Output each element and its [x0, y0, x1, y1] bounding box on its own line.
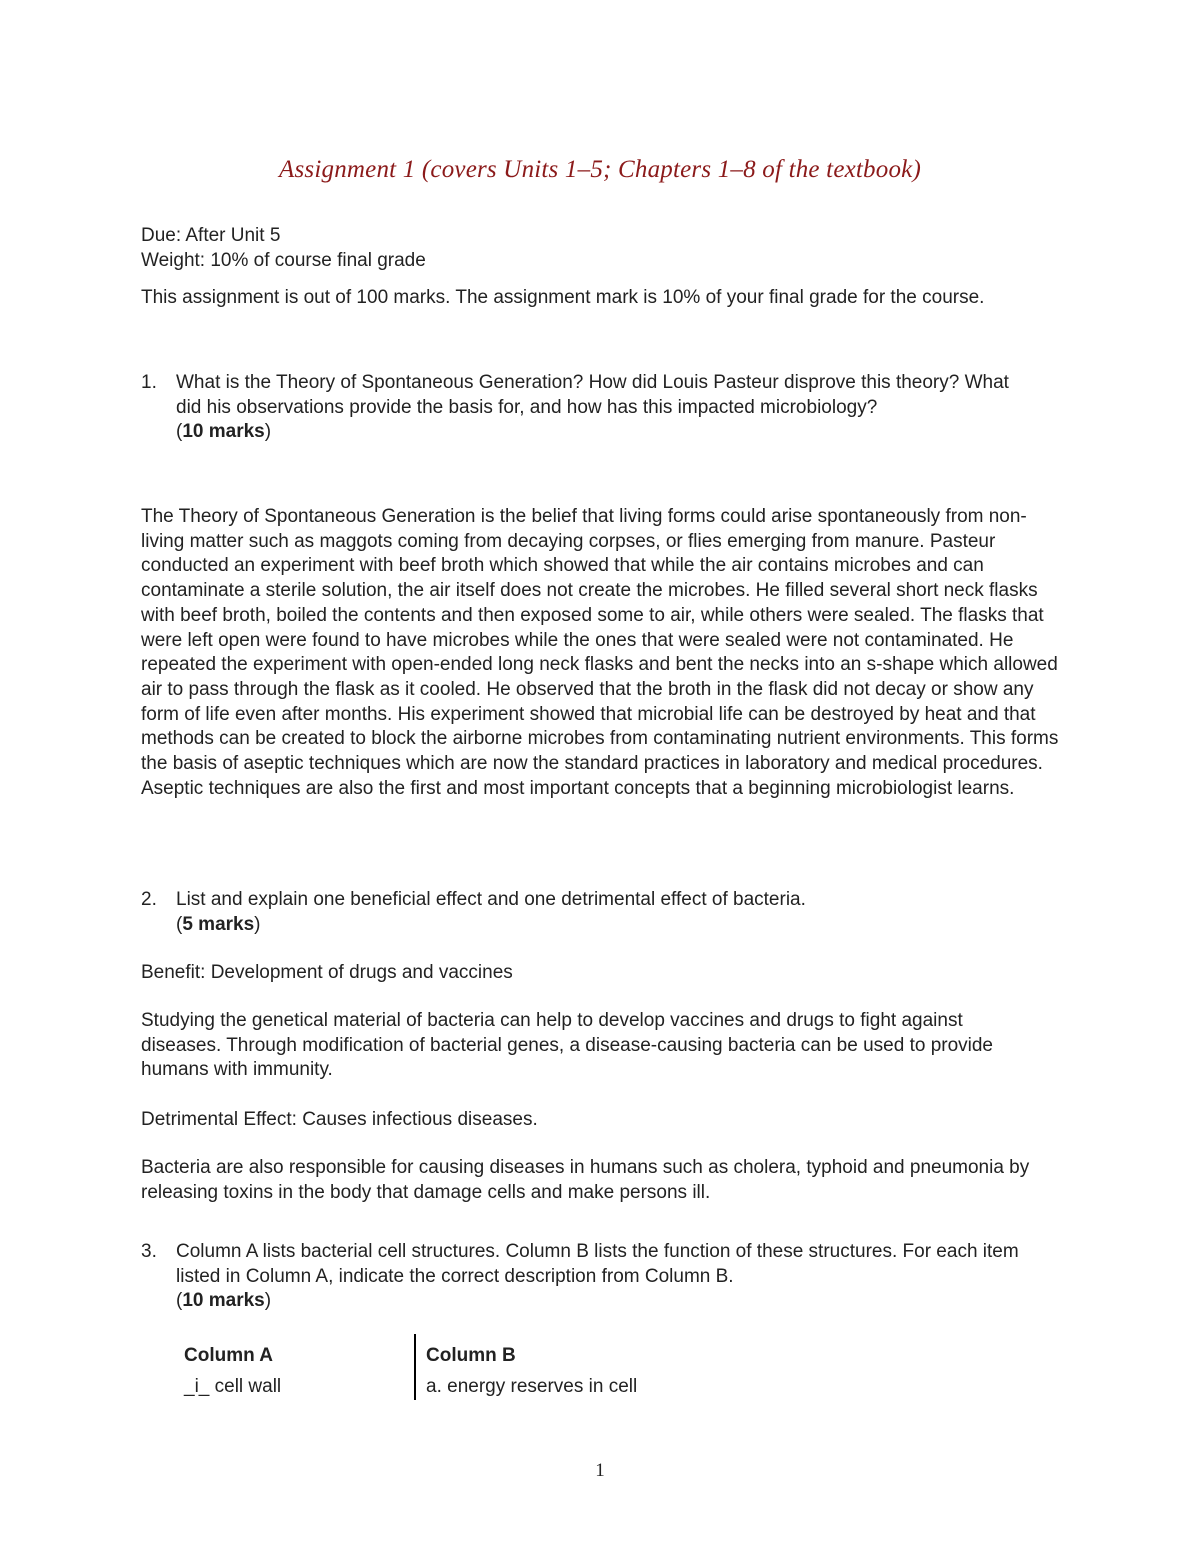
column-a-header: Column A	[184, 1345, 274, 1366]
question-1-answer: The Theory of Spontaneous Generation is the belief that living forms could arise spontaneously from non-living matter such as maggots coming from decaying corpses, or flies emerging from manure. Pasteur conducted an experiment with beef broth which showed that while the air contains microbes and can contaminate a sterile solution, the air itself does not create the microbes. He filled several short neck flasks with beef broth, boiled the contents and then exposed some to air, while others were sealed. The flasks that were left open were found to have microbes while the ones that were sealed were not contaminated. He repeated the experiment with open-ended long neck flasks and bent the necks into an s-shape which allowed air to pass through the flask as it cooled. He observed that the broth in the flask did not decay or show any form of life even after months. His experiment showed that microbial life can be destroyed by heat and that methods can be created to block the airborne microbes from contaminating nutrient environments. This forms the basis of aseptic techniques which are now the standard practices in laboratory and medical procedures. Aseptic techniques are also the first and most important concepts that a beginning microbiologist learns.	[141, 506, 1059, 799]
assignment-title: Assignment 1 (covers Units 1–5; Chapters 1–8 of the textbook)	[279, 156, 921, 183]
question-3	[141, 1240, 1051, 1314]
detriment-text: Bacteria are also responsible for causing diseases in humans such as cholera, typhoid and pneumonia by releasing toxins in the body that damage cells and make persons ill.	[141, 1157, 1030, 1203]
question-2-marks: (5 marks)	[176, 913, 261, 935]
question-1-text: What is the Theory of Spontaneous Generation? How did Louis Pasteur disprove this theory? What did his observations provide the basis for, and how has this impacted microbiology?	[176, 372, 1009, 418]
column-b-header: Column B	[426, 1345, 516, 1366]
question-2	[141, 888, 1061, 937]
question-3-number: 3.	[141, 1241, 157, 1262]
question-2-text: List and explain one beneficial effect and one detrimental effect of bacteria.	[176, 889, 806, 910]
weight-line: Weight: 10% of course final grade	[141, 250, 426, 271]
detriment-heading: Detrimental Effect: Causes infectious diseases.	[141, 1109, 538, 1130]
question-1-marks: (10 marks)	[176, 421, 272, 443]
benefit-heading: Benefit: Development of drugs and vaccines	[141, 962, 513, 983]
question-3-text: Column A lists bacterial cell structures. Column B lists the function of these structures. For each item listed in Column A, indicate the correct description from Column B.	[176, 1241, 1019, 1287]
question-1	[141, 371, 1021, 445]
question-3-marks: (10 marks)	[176, 1290, 272, 1312]
due-line: Due: After Unit 5	[141, 225, 281, 246]
page-number: 1	[595, 1460, 605, 1481]
question-1-number: 1.	[141, 372, 157, 393]
column-divider	[414, 1334, 416, 1400]
question-2-number: 2.	[141, 889, 157, 910]
column-b-item: a. energy reserves in cell	[426, 1376, 638, 1397]
intro-paragraph: This assignment is out of 100 marks. The assignment mark is 10% of your final grade for the course.	[141, 287, 985, 308]
column-a-item: _i_ cell wall	[184, 1376, 282, 1397]
benefit-text: Studying the genetical material of bacteria can help to develop vaccines and drugs to fight against diseases. Through modification of bacterial genes, a disease-causing bacteria can be used to provide humans with immunity.	[141, 1010, 994, 1081]
